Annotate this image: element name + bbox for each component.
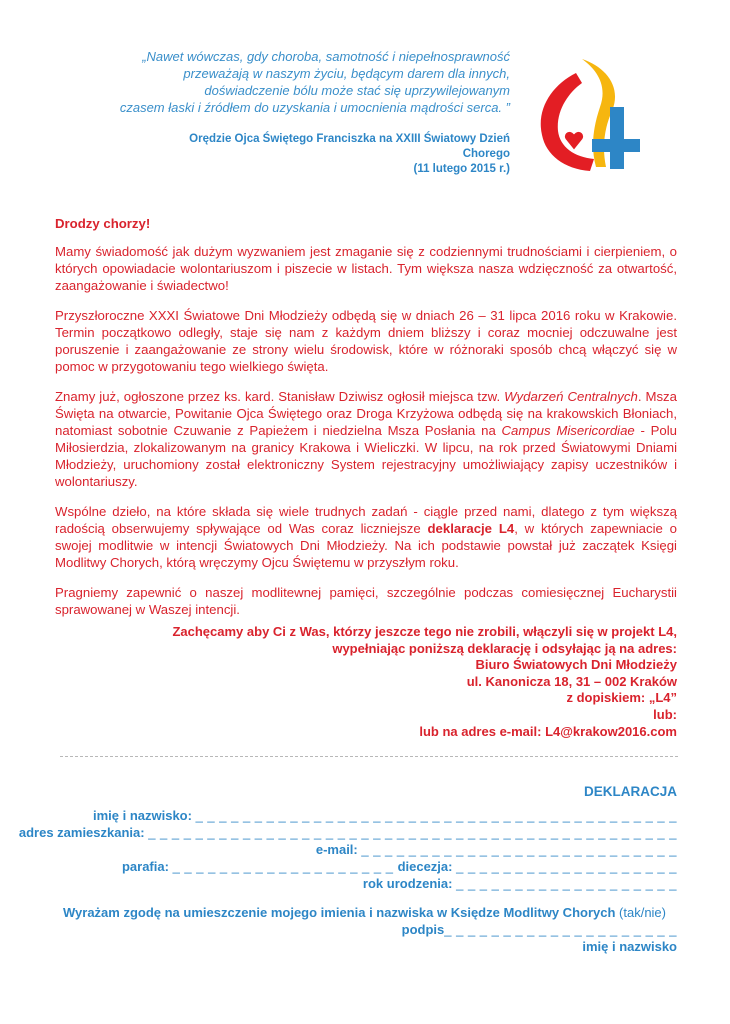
quote-source-date: (11 lutego 2015 r.) — [413, 163, 510, 175]
paragraph-5: Pragniemy zapewnić o naszej modlitewnej pamięci, szczególnie podczas comiesięcznej Eucharystii sprawowanej w Waszej intencji. — [55, 585, 677, 617]
paragraph-1: Mamy świadomość jak dużym wyzwaniem jest zmaganie się z codziennymi trudnościami i cierpieniem, o których opowiadacie wolontariuszom i piszecie w listach. Tym większa nasza wdzięczność za otwartość, zaangażowanie i świadectwo! — [55, 244, 677, 293]
quote-source — [150, 132, 510, 177]
signature-field[interactable]: _ _ _ _ _ _ _ _ _ _ _ _ _ _ _ _ _ _ _ _ — [444, 922, 677, 937]
callout-line-4: ul. Kanonicza 18, 31 – 002 Kraków — [466, 673, 677, 689]
paragraph-3-part-b: . Msza Święta na otwarcie, Powitanie Ojca Świętego oraz Droga Krzyżowa odbędą się na krakowskich Błoniach, natomiast sobotnie Czuwanie z Papieżem i niedzielna Msza Posłania na — [55, 389, 677, 438]
callout-line-5: z dopiskiem: „L4” — [566, 690, 677, 706]
greeting: Drodzy chorzy! — [55, 216, 151, 231]
paragraph-2: Przyszłoroczne XXXI Światowe Dni Młodzieży odbędą się w dniach 26 – 31 lipca 2016 roku w Krakowie. Termin początkowo odległy, staje się nam z każdym dniem bliższy i coraz mocniej odczuwalne jest poruszenie i zaangażowanie ze strony wielu środowisk, które w różnoraki sposób chcą włączyć się w pomoc w przygotowaniu tego wielkiego święta. — [55, 308, 677, 374]
consent-text: Wyrażam zgodę na umieszczenie mojego imienia i nazwiska w Księdze Modlitwy Chorych — [63, 905, 616, 920]
signature-caption: imię i nazwisko — [582, 939, 677, 954]
paragraph-3-italic-2: Campus Misericordiae — [501, 423, 635, 438]
parish-field[interactable]: _ _ _ _ _ _ _ _ _ _ _ _ _ _ _ _ _ _ _ — [172, 859, 398, 874]
form-row-parish-diocese — [122, 859, 677, 874]
form-row-signature — [402, 922, 677, 937]
logo-cross-horizontal — [592, 139, 640, 152]
paragraph-3-part-c: - Polu Miłosierdzia, zlokalizowanym na granicy Krakowa i Wieliczki. W lipcu, na rok przed Światowymi Dniami Młodzieży, uruchomiony został elektroniczny System rejestracyjny umożliwiający zapisy uczestników i wolontariuszy. — [55, 423, 677, 489]
quote-line-1: „Nawet wówczas, gdy choroba, samotność i niepełnosprawność — [142, 49, 510, 64]
paragraph-4-part-b: , w których zapewniacie o swojej modlitwie w intencji Światowych Dni Młodzieży. Na ich podstawie powstał już zaczątek Księgi Modlitwy Chorych, którą wręczymy Ojcu Świętemu w przyszłym roku. — [55, 521, 677, 570]
logo-heart — [564, 131, 584, 151]
callout-line-1: Zachęcamy aby Ci z Was, którzy jeszcze tego nie zrobili, włączyli się w projekt L4, — [172, 624, 677, 639]
logo-cross-vertical — [610, 107, 624, 169]
logo-red-flame — [541, 73, 594, 171]
paragraph-4-bold: deklaracje L4 — [427, 521, 515, 536]
callout-line-2: wypełniając poniższą deklarację i odsyłając ją na adres: — [332, 640, 677, 656]
diocese-field[interactable]: _ _ _ _ _ _ _ _ _ _ _ _ _ _ _ _ _ _ _ — [456, 859, 677, 874]
quote-line-4: czasem łaski i źródłem do uzyskania i umocnienia mądrości serca. ” — [119, 100, 510, 115]
parish-label: parafia: — [121, 859, 169, 874]
paragraph-4 — [55, 503, 677, 571]
quote-block — [40, 48, 510, 116]
l4-logo-icon — [530, 55, 650, 175]
diocese-label: diecezja: — [397, 859, 453, 874]
paragraph-3 — [55, 388, 677, 490]
callout-line-3: Biuro Światowych Dni Młodzieży — [475, 657, 677, 673]
callout-block — [77, 624, 677, 740]
declaration-title: DEKLARACJA — [583, 784, 677, 799]
email-label: e-mail: — [315, 842, 358, 857]
name-field[interactable]: _ _ _ _ _ _ _ _ _ _ _ _ _ _ _ _ _ _ _ _ _ _ _ _ _ _ _ _ _ _ _ _ _ _ _ _ _ _ _ _ _ — [195, 808, 677, 823]
quote-line-2: przeważają w naszym życiu, będącym darem dla innych, — [183, 66, 510, 81]
birth-year-label: rok urodzenia: — [362, 876, 453, 891]
form-row-address — [19, 825, 677, 840]
callout-line-7: lub na adres e-mail: L4@krakow2016.com — [419, 723, 677, 739]
paragraph-3-italic-1: Wydarzeń Centralnych — [504, 389, 638, 404]
consent-options[interactable]: (tak/nie) — [619, 905, 666, 920]
form-row-name — [93, 808, 677, 823]
form-row-birth-year — [363, 876, 677, 891]
birth-year-field[interactable]: _ _ _ _ _ _ _ _ _ _ _ _ _ _ _ _ _ _ _ — [456, 876, 677, 891]
form-row-email — [316, 842, 677, 857]
quote-line-3: doświadczenie bólu może stać się uprzywilejowanym — [204, 83, 510, 98]
callout-line-6: lub: — [653, 706, 677, 722]
consent-row — [63, 905, 666, 920]
paragraph-4-part-a: Wspólne dzieło, na które składa się wiele trudnych zadań - ciągle przed nami, dlatego z tym większą radością obserwujemy spływające od Was coraz liczniejsze — [55, 504, 677, 536]
cut-line-divider — [60, 756, 678, 757]
signature-label: podpis — [401, 922, 445, 937]
email-field[interactable]: _ _ _ _ _ _ _ _ _ _ _ _ _ _ _ _ _ _ _ _ _ _ _ _ _ _ _ — [361, 842, 677, 857]
letter-body — [55, 215, 677, 631]
quote-source-title: Orędzie Ojca Świętego Franciszka na XXIII Światowy Dzień Chorego — [189, 133, 510, 160]
paragraph-3-part-a: Znamy już, ogłoszone przez ks. kard. Stanisław Dziwisz ogłosił miejsca tzw. — [55, 389, 505, 404]
name-label: imię i nazwisko: — [92, 808, 192, 823]
address-label: adres zamieszkania: — [18, 825, 145, 840]
address-field[interactable]: _ _ _ _ _ _ _ _ _ _ _ _ _ _ _ _ _ _ _ _ _ _ _ _ _ _ _ _ _ _ _ _ _ _ _ _ _ _ _ _ _ _ _ _ _ — [148, 825, 677, 840]
